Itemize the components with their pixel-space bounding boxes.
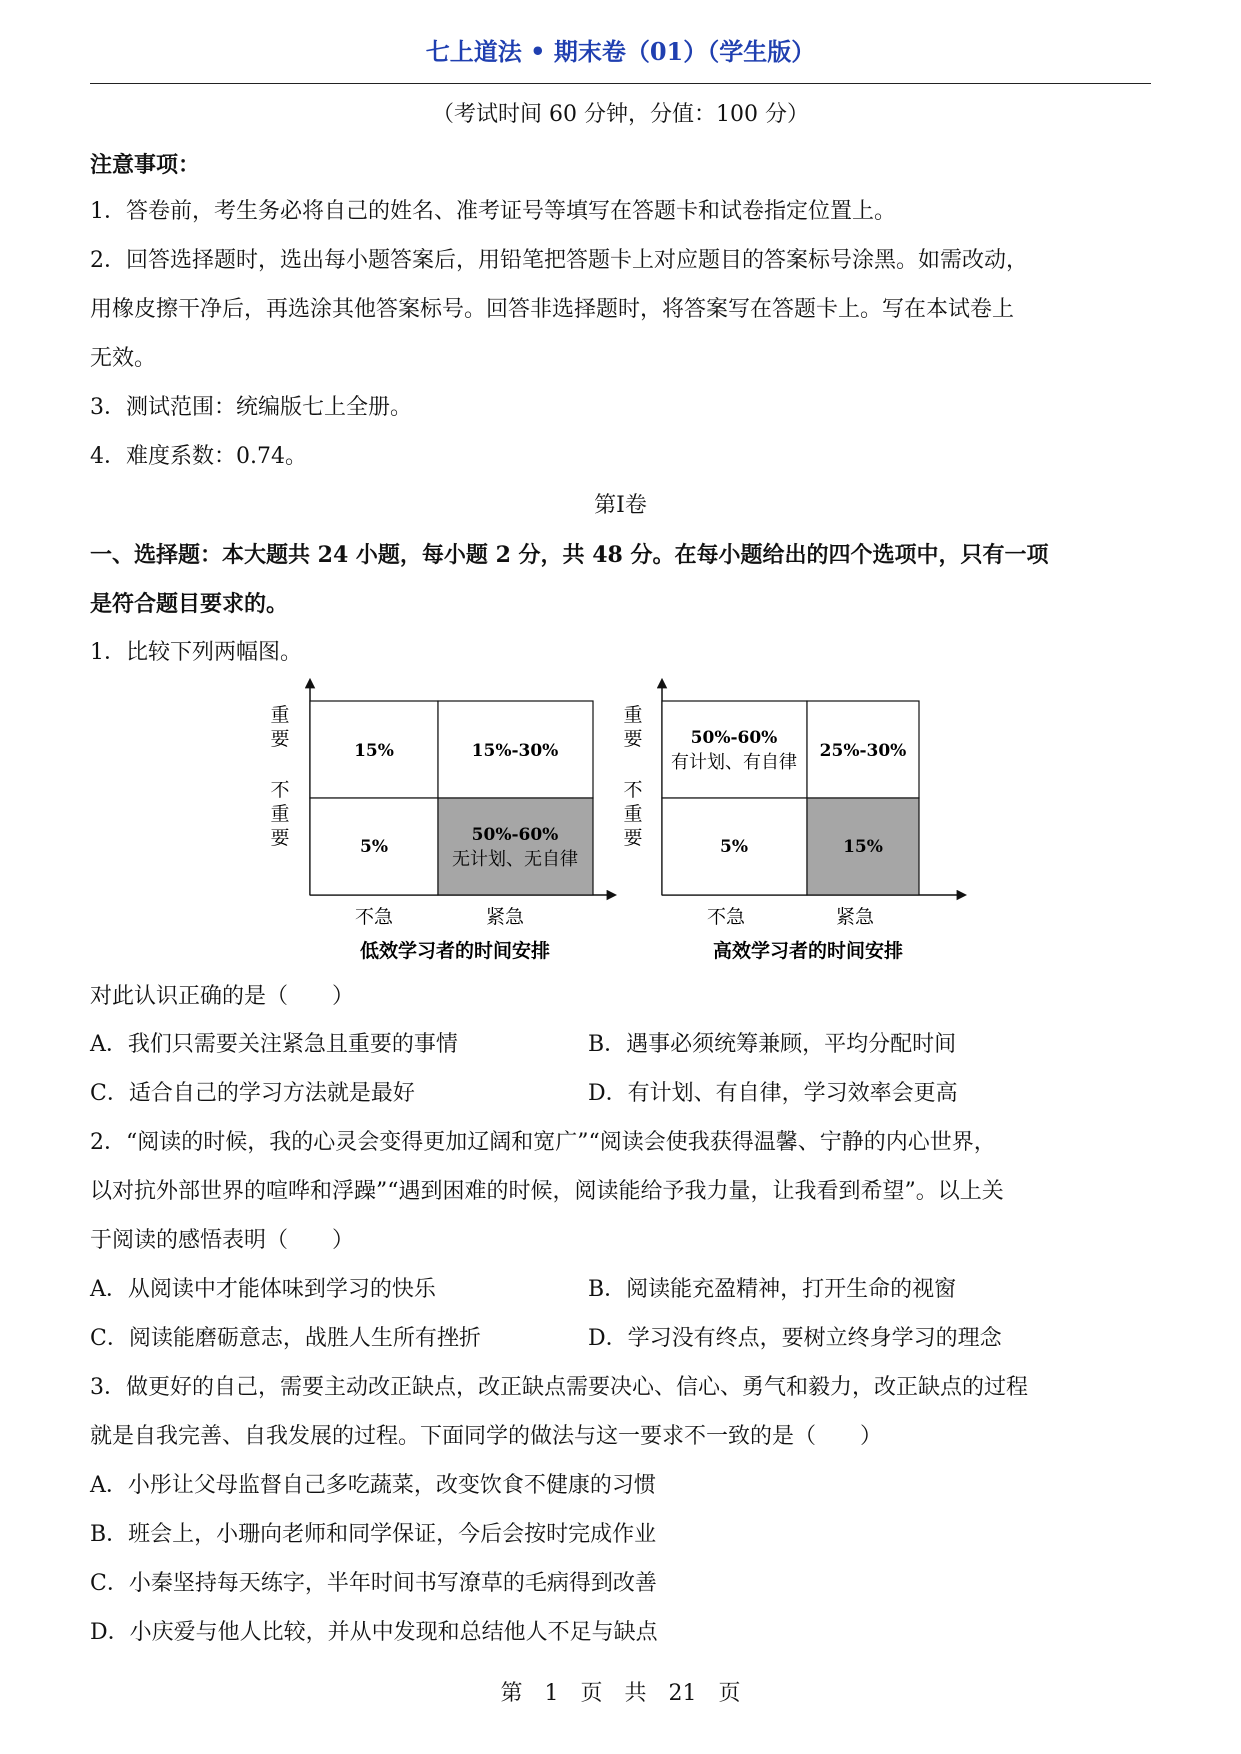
q1-prompt: 对此认识正确的是（ ） xyxy=(90,984,355,1009)
q1-figure xyxy=(260,670,980,970)
right-top-left-note: 有计划、有自律 xyxy=(671,752,797,773)
left-x-label-right: 紧急 xyxy=(485,906,525,928)
right-x-label-left: 不急 xyxy=(706,906,746,928)
section-heading-cont: 是符合题目要求的。 xyxy=(90,591,289,617)
q2-stem-3: 于阅读的感悟表明（ ） xyxy=(90,1228,355,1253)
q1-option-a[interactable]: A．我们只需要关注紧急且重要的事情 xyxy=(90,1032,458,1057)
notice-item-1: 1．答卷前，考生务必将自己的姓名、准考证号等填写在答题卡和试卷指定位置上。 xyxy=(90,199,896,224)
notice-item-3: 3．测试范围：统编版七上全册。 xyxy=(90,395,412,420)
q3-option-d[interactable]: D．小庆爱与他人比较，并从中发现和总结他人不足与缺点 xyxy=(90,1620,658,1645)
left-matrix xyxy=(270,680,615,962)
q3-stem-2: 就是自我完善、自我发展的过程。下面同学的做法与这一要求不一致的是（ ） xyxy=(90,1424,883,1449)
q1-stem: 1．比较下列两幅图。 xyxy=(90,640,302,665)
q1-option-c[interactable]: C．适合自己的学习方法就是最好 xyxy=(90,1081,415,1106)
right-caption: 高效学习者的时间安排 xyxy=(712,940,904,962)
left-bottom-right-value: 50%-60% xyxy=(471,825,559,845)
notice-item-2: 2．回答选择题时，选出每小题答案后，用铅笔把答题卡上对应题目的答案标号涂黑。如需改动， xyxy=(90,248,1029,273)
q2-option-c[interactable]: C．阅读能磨砺意志，战胜人生所有挫折 xyxy=(90,1326,481,1351)
notice-item-4: 4．难度系数：0.74。 xyxy=(90,444,307,469)
right-bottom-right-value: 15% xyxy=(843,837,883,857)
page-footer: 第 1 页 共 21 页 xyxy=(500,1681,741,1706)
left-bottom-left-value: 5% xyxy=(360,837,388,857)
svg-text:重要: 重要 xyxy=(270,704,290,750)
right-top-left-value: 50%-60% xyxy=(690,728,778,748)
right-matrix xyxy=(623,680,965,962)
q2-option-b[interactable]: B．阅读能充盈精神，打开生命的视窗 xyxy=(588,1277,957,1302)
q2-option-d[interactable]: D．学习没有终点，要树立终身学习的理念 xyxy=(588,1326,1002,1351)
svg-text:不重要: 不重要 xyxy=(623,779,643,849)
left-y-label-top xyxy=(270,704,289,750)
left-bottom-right-note: 无计划、无自律 xyxy=(452,849,578,870)
right-cell-top-left xyxy=(662,701,807,798)
left-x-label-left: 不急 xyxy=(354,906,394,928)
left-caption: 低效学习者的时间安排 xyxy=(359,940,551,962)
notice-item-2-end: 无效。 xyxy=(90,346,157,371)
q3-option-b[interactable]: B．班会上，小珊向老师和同学保证，今后会按时完成作业 xyxy=(90,1522,657,1547)
section-heading: 一、选择题：本大题共 24 小题，每小题 2 分，共 48 分。在每小题给出的四个选项中，只有一项 xyxy=(90,542,1049,568)
right-x-label-right: 紧急 xyxy=(835,906,875,928)
q3-option-a[interactable]: A．小彤让父母监督自己多吃蔬菜，改变饮食不健康的习惯 xyxy=(90,1473,656,1498)
q2-stem-1: 2．“阅读的时候，我的心灵会变得更加辽阔和宽广”“阅读会使我获得温馨、宁静的内心世界， xyxy=(90,1130,996,1155)
svg-text:重要: 重要 xyxy=(623,704,643,750)
header-title: 七上道法 • 期末卷（01）（学生版） xyxy=(425,37,816,66)
q1-option-d[interactable]: D．有计划、有自律，学习效率会更高 xyxy=(588,1081,958,1106)
left-y-label-bottom xyxy=(270,779,289,849)
right-bottom-left-value: 5% xyxy=(720,837,748,857)
q1-option-b[interactable]: B．遇事必须统筹兼顾，平均分配时间 xyxy=(588,1032,957,1057)
right-y-label-bottom xyxy=(623,779,642,849)
notice-title: 注意事项： xyxy=(90,152,201,178)
svg-text:不重要: 不重要 xyxy=(270,779,290,849)
q3-option-c[interactable]: C．小秦坚持每天练字，半年时间书写潦草的毛病得到改善 xyxy=(90,1571,657,1596)
right-y-label-top xyxy=(623,704,642,750)
header-divider xyxy=(90,83,1151,84)
q3-stem-1: 3．做更好的自己，需要主动改正缺点，改正缺点需要决心、信心、勇气和毅力，改正缺点的过程 xyxy=(90,1375,1029,1400)
exam-info: （考试时间 60 分钟，分值：100 分） xyxy=(432,102,809,127)
left-cell-bottom-right xyxy=(438,798,593,895)
q2-option-a[interactable]: A．从阅读中才能体味到学习的快乐 xyxy=(90,1277,436,1302)
right-top-right-value: 25%-30% xyxy=(819,741,907,761)
volume-heading: 第Ⅰ卷 xyxy=(594,493,647,518)
notice-item-2-cont: 用橡皮擦干净后，再选涂其他答案标号。回答非选择题时，将答案写在答题卡上。写在本试卷上 xyxy=(90,297,1015,322)
left-top-right-value: 15%-30% xyxy=(471,741,559,761)
q2-stem-2: 以对抗外部世界的喧哗和浮躁”“遇到困难的时候，阅读能给予我力量，让我看到希望”。以上关 xyxy=(90,1179,1004,1204)
left-top-left-value: 15% xyxy=(354,741,394,761)
